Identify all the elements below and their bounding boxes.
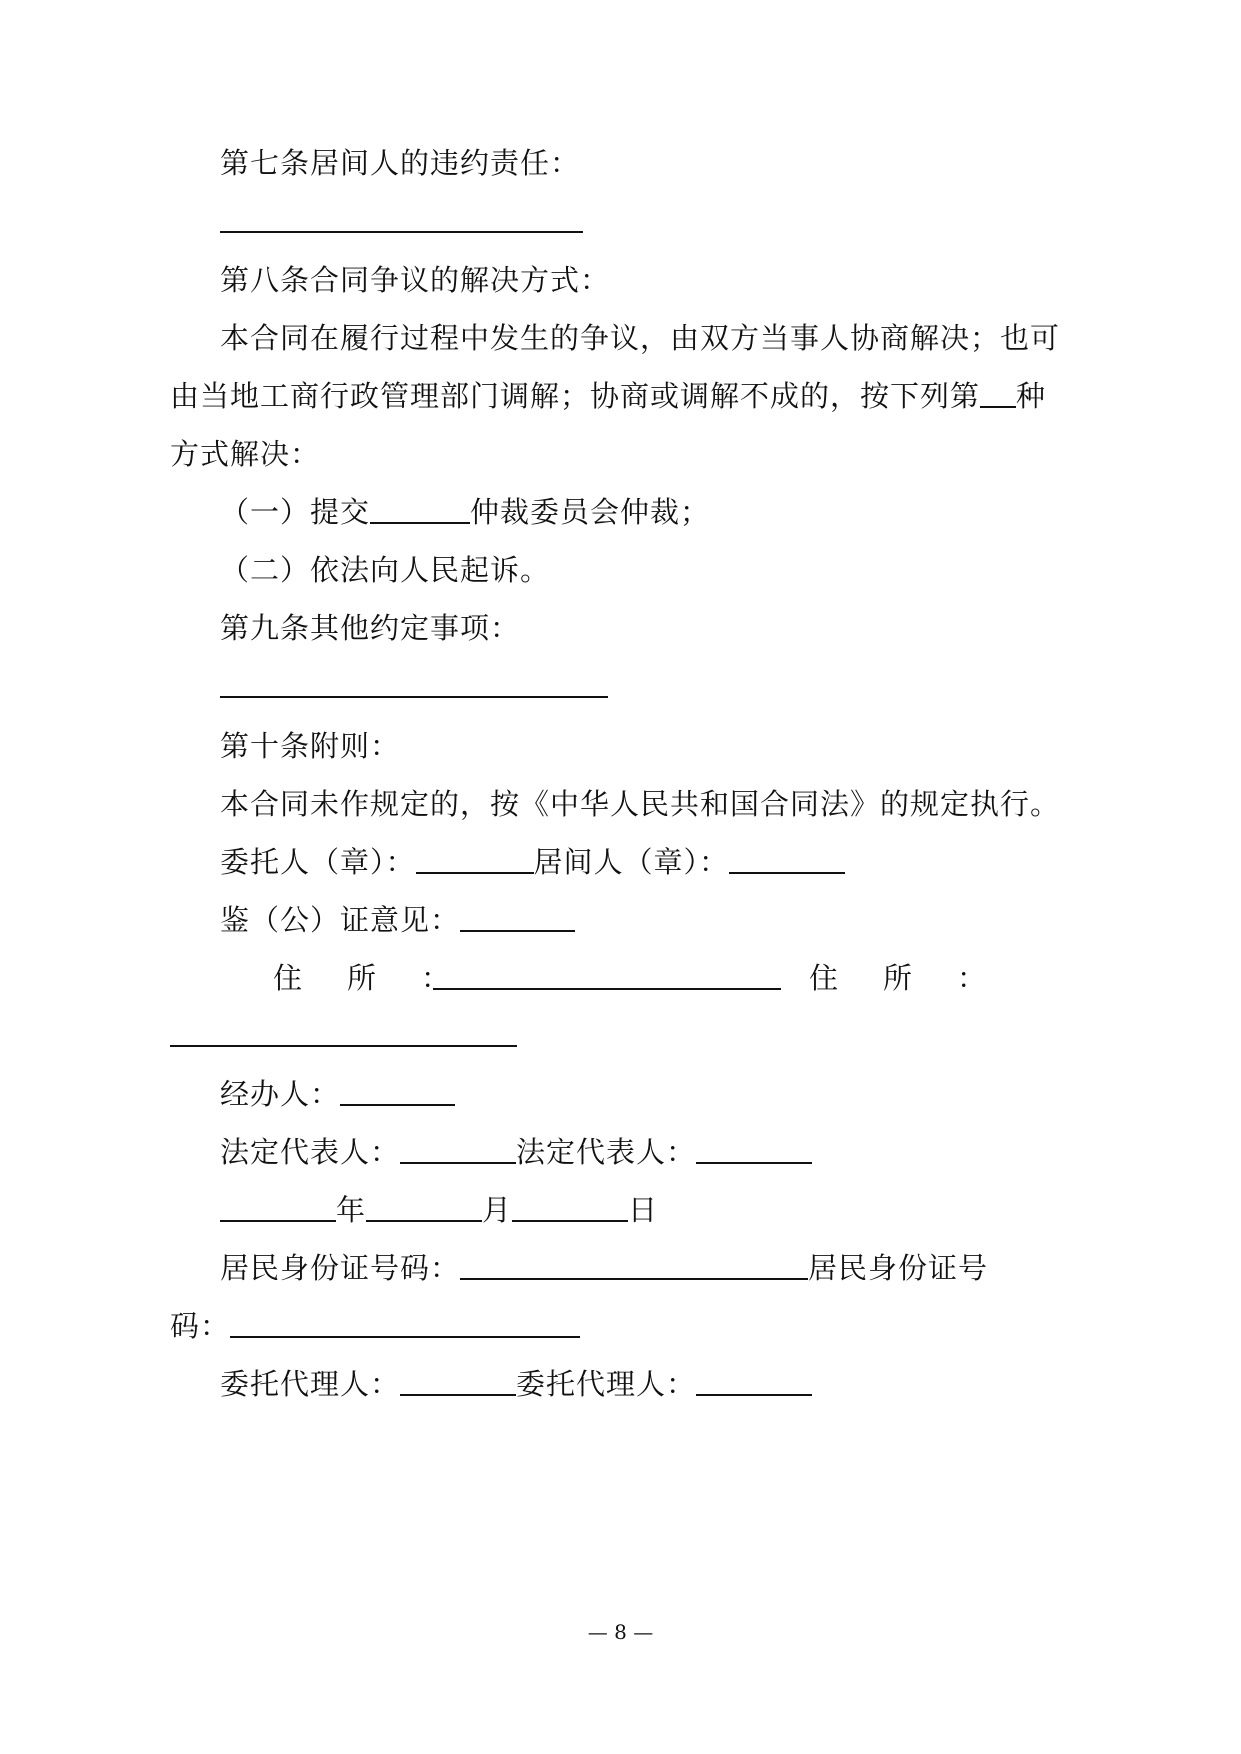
article-8-paragraph-line-2 [170, 378, 1046, 414]
id-label-2-end: 码： [170, 1309, 231, 1343]
notary-label: 鉴（公）证意见： [220, 903, 461, 937]
signature-line [220, 844, 845, 880]
option-1-text: （一）提交 [220, 495, 371, 529]
article-8-paragraph-line-3: 方式解决： [170, 437, 321, 471]
article-10-body: 本合同未作规定的，按《中华人民共和国合同法》的规定执行。 [220, 787, 1061, 821]
year-label: 年 [336, 1193, 367, 1227]
id-blank-2 [230, 1336, 580, 1338]
page-number: — 8 — [587, 1620, 654, 1644]
address-blank-1 [433, 988, 781, 990]
article-10-heading: 第十条附则： [220, 729, 401, 763]
id-label-1: 居民身份证号码： [220, 1251, 461, 1285]
id-number-line-2 [170, 1308, 580, 1344]
article-9-heading: 第九条其他约定事项： [220, 611, 521, 645]
handler-label: 经办人： [220, 1077, 341, 1111]
option-2: （二）依法向人民起诉。 [220, 553, 551, 587]
legal-rep-label-2: 法定代表人： [516, 1135, 697, 1169]
day-label: 日 [628, 1193, 659, 1227]
handler-line [220, 1076, 455, 1112]
article-7-blank [220, 231, 583, 233]
agent-label-1: 委托代理人： [220, 1367, 401, 1401]
option-1-text-end: 仲裁委员会仲裁； [470, 495, 711, 529]
article-7-heading: 第七条居间人的违约责任： [220, 146, 581, 180]
notary-blank [460, 930, 575, 932]
notary-line [220, 902, 575, 938]
article-8-text-end: 种 [1016, 379, 1047, 413]
agent-blank-2 [696, 1394, 812, 1396]
article-8-paragraph-line-1: 本合同在履行过程中发生的争议，由双方当事人协商解决；也可 [220, 321, 1061, 355]
agent-label-2: 委托代理人： [516, 1367, 697, 1401]
legal-rep-label-1: 法定代表人： [220, 1135, 401, 1169]
article-8-heading: 第八条合同争议的解决方式： [220, 263, 611, 297]
handler-blank [340, 1104, 455, 1106]
article-9-blank [220, 696, 608, 698]
legal-rep-blank-1 [400, 1162, 516, 1164]
arbitration-committee-blank [370, 522, 470, 524]
article-8-text: 由当地工商行政管理部门调解；协商或调解不成的，按下列第 [170, 379, 981, 413]
intermediary-seal-blank [729, 872, 845, 874]
id-number-line-1 [220, 1250, 988, 1286]
option-1 [220, 494, 710, 530]
address-label-2: 住 所 ： [809, 961, 995, 995]
address-blank-2 [170, 1045, 517, 1047]
month-label: 月 [482, 1193, 513, 1227]
address-label-1: 住 所 ： [273, 961, 459, 995]
method-number-blank [980, 406, 1016, 408]
legal-rep-line [220, 1134, 812, 1170]
day-blank [512, 1220, 628, 1222]
id-blank-1 [460, 1278, 808, 1280]
intermediary-seal-label: 居间人（章）： [533, 845, 730, 879]
month-blank [366, 1220, 482, 1222]
id-label-2: 居民身份证号 [808, 1251, 989, 1285]
principal-seal-label: 委托人（章）： [220, 845, 416, 879]
date-line [220, 1192, 658, 1228]
agent-blank-1 [400, 1394, 516, 1396]
year-blank [220, 1220, 336, 1222]
principal-seal-blank [416, 872, 534, 874]
agent-line [220, 1366, 812, 1402]
legal-rep-blank-2 [696, 1162, 812, 1164]
